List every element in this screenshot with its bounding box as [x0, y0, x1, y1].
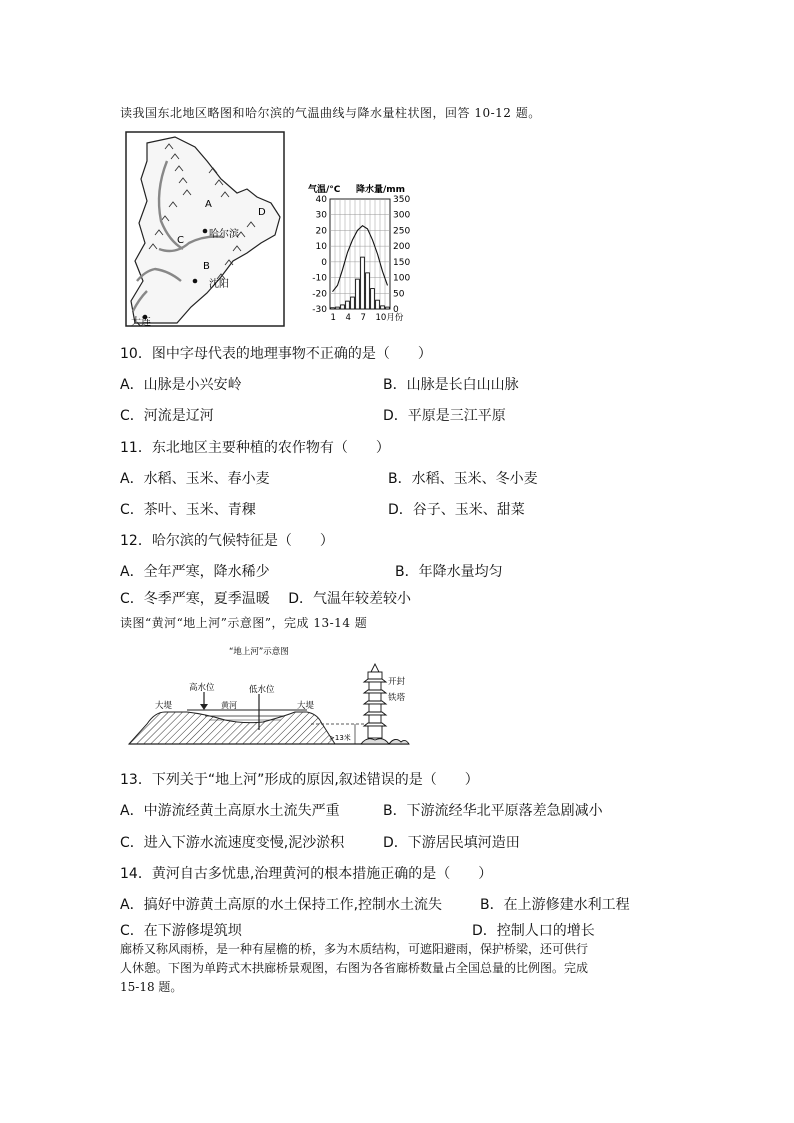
- precip-bar: [366, 273, 370, 309]
- q14-stem: 14．黄河自古多忧患,治理黄河的根本措施正确的是（ ）: [120, 866, 493, 882]
- q11-option-c[interactable]: C．茶叶、玉米、青稞: [120, 502, 256, 518]
- harbin-climate-chart: [294, 181, 444, 333]
- q12-option-cd[interactable]: C．冬季严寒，夏季温暖 D．气温年较差较小: [120, 591, 412, 607]
- intro-15-18-line3: 15-18 题。: [120, 980, 183, 994]
- intro-15-18: [120, 940, 588, 997]
- label-levee-right: 大堤: [297, 701, 315, 711]
- precip-bar: [386, 307, 390, 309]
- label-kaifeng: 开封: [388, 677, 406, 687]
- q14-option-b[interactable]: B．在上游修建水利工程: [480, 897, 630, 913]
- label-height: >13米: [329, 734, 351, 742]
- q11-option-d[interactable]: D．谷子、玉米、甜菜: [388, 502, 525, 518]
- q10-stem: 10．图中字母代表的地理事物不正确的是（ ）: [120, 346, 432, 362]
- intro-10-12: 读我国东北地区略图和哈尔滨的气温曲线与降水量柱状图，回答 10-12 题。: [120, 106, 541, 120]
- temp-tick-label: 0: [321, 257, 327, 268]
- q14-option-d[interactable]: D．控制人口的增长: [472, 923, 595, 939]
- q10-option-c[interactable]: C．河流是辽河: [120, 408, 214, 424]
- precip-bar: [381, 306, 385, 309]
- label-levee-left: 大堤: [155, 701, 173, 711]
- iron-tower-icon: [361, 664, 409, 744]
- precip-bar: [341, 305, 345, 309]
- diagram-title: “地上河”示意图: [229, 647, 289, 657]
- label-high-water: 高水位: [189, 683, 215, 693]
- precip-tick-label: 50: [393, 289, 405, 300]
- map-label-b: B: [203, 261, 210, 272]
- label-low-water: 低水位: [249, 685, 275, 695]
- label-iron-tower: 铁塔: [388, 693, 406, 703]
- temp-tick-label: 40: [315, 195, 327, 205]
- map-label-a: A: [205, 199, 212, 210]
- map-label-shenyang: 沈阳: [209, 279, 229, 290]
- month-tick-label: 7: [360, 313, 366, 323]
- q12-stem: 12．哈尔滨的气候特征是（ ）: [120, 533, 334, 549]
- temp-tick-label: -30: [312, 305, 327, 315]
- map-label-d: D: [258, 207, 266, 218]
- precip-tick-label: 200: [393, 242, 411, 253]
- temp-tick-label: 30: [315, 210, 327, 221]
- precip-bar: [356, 279, 360, 309]
- intro-15-18-line2: 人休憩。下图为单跨式木拱廊桥景观图，右图为各省廊桥数量占全国总量的比例图。完成: [120, 961, 589, 975]
- q12-option-b[interactable]: B．年降水量均匀: [395, 564, 503, 580]
- q14-option-a[interactable]: A．搞好中游黄土高原的水土保持工作,控制水土流失: [120, 897, 443, 913]
- temp-tick-label: -20: [312, 289, 327, 300]
- northeast-china-map: [125, 131, 285, 327]
- precip-bar: [376, 300, 380, 309]
- q11-option-b[interactable]: B．水稻、玉米、冬小麦: [388, 471, 538, 487]
- precip-bar: [336, 307, 340, 309]
- precip-bar: [331, 308, 335, 309]
- above-ground-river-diagram: [125, 642, 415, 752]
- q10-option-b[interactable]: B．山脉是长白山山脉: [383, 377, 519, 393]
- precip-tick-label: 300: [393, 210, 411, 221]
- precip-tick-label: 250: [393, 226, 411, 237]
- intro-15-18-line1: 廊桥又称风雨桥，是一种有屋檐的桥，多为木质结构，可遮阳避雨，保护桥梁，还可供行: [120, 942, 589, 956]
- temp-tick-label: 20: [315, 226, 327, 237]
- map-label-dalian: 大连: [131, 317, 151, 327]
- month-tick-label: 4: [345, 313, 351, 323]
- q13-option-d[interactable]: D．下游居民填河造田: [383, 835, 520, 851]
- temp-axis-title: 气温/°C: [308, 185, 341, 195]
- temp-tick-label: -10: [312, 273, 327, 284]
- q11-stem: 11．东北地区主要种植的农作物有（ ）: [120, 440, 390, 456]
- q11-option-a[interactable]: A．水稻、玉米、春小麦: [120, 471, 270, 487]
- precip-tick-label: 150: [393, 257, 411, 268]
- q13-option-a[interactable]: A．中游流经黄土高原水土流失严重: [120, 803, 340, 819]
- temp-tick-label: 10: [315, 242, 327, 253]
- q10-option-a[interactable]: A．山脉是小兴安岭: [120, 377, 242, 393]
- q13-option-c[interactable]: C．进入下游水流速度变慢,泥沙淤积: [120, 835, 345, 851]
- map-label-harbin: 哈尔滨: [209, 229, 239, 240]
- precip-bar: [346, 301, 350, 309]
- precip-tick-label: 350: [393, 195, 411, 205]
- intro-13-14: 读图“黄河“地上河”示意图”，完成 13-14 题: [120, 616, 368, 630]
- q14-option-c[interactable]: C．在下游修堤筑坝: [120, 923, 242, 939]
- label-yellow-river: 黄河: [221, 701, 237, 710]
- precip-bar: [371, 289, 375, 309]
- map-label-c: C: [177, 235, 184, 246]
- q12-option-a[interactable]: A．全年严寒，降水稀少: [120, 564, 270, 580]
- precip-tick-label: 0: [393, 305, 399, 315]
- month-tick-label: 10月份: [375, 313, 404, 323]
- precip-tick-label: 100: [393, 273, 411, 284]
- month-tick-label: 1: [330, 313, 336, 323]
- q13-stem: 13．下列关于“地上河”形成的原因,叙述错误的是（ ）: [120, 772, 479, 788]
- precip-bar: [351, 297, 355, 309]
- q10-option-d[interactable]: D．平原是三江平原: [383, 408, 506, 424]
- precip-bar: [361, 257, 365, 309]
- q13-option-b[interactable]: B．下游流经华北平原落差急剧减小: [383, 803, 603, 819]
- precip-axis-title: 降水量/mm: [356, 185, 406, 195]
